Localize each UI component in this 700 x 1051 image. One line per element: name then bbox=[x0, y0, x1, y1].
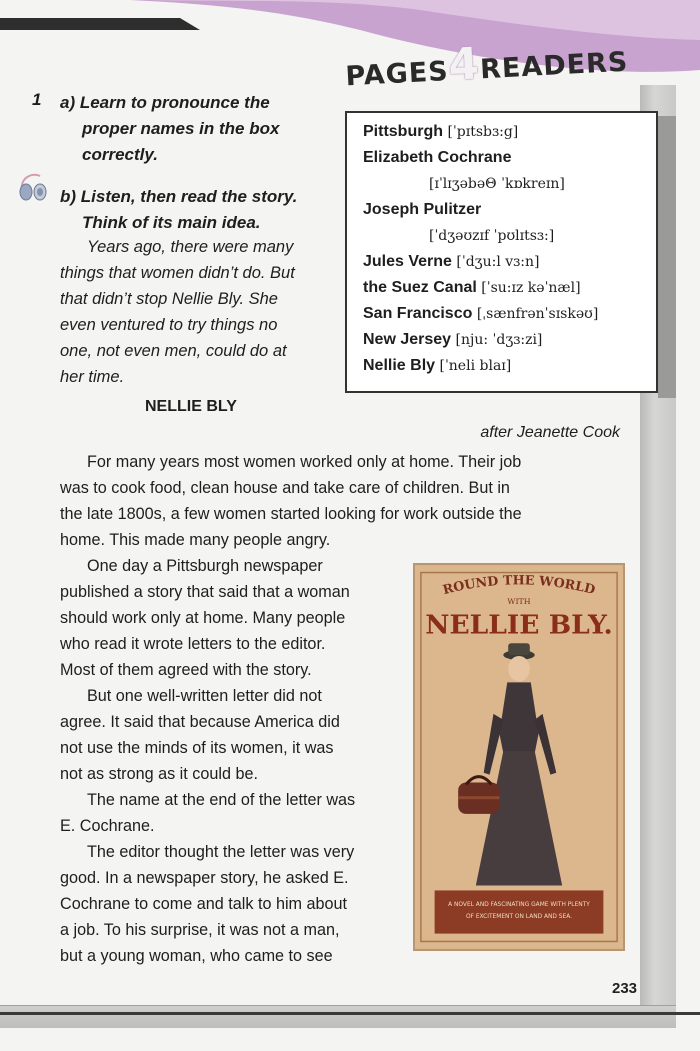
vocab-ipa: [nju: ˈdʒɜ:zi] bbox=[455, 332, 543, 348]
story-column bbox=[60, 553, 410, 969]
paragraph-1: For many years most women worked only at home. Their job was to cook food, clean house and take care of children. But in the late 1800s, a few women started looking for work outside the home. This made many people angry. bbox=[60, 453, 522, 549]
vocab-name: Pittsburgh bbox=[363, 123, 443, 140]
vocab-name: Joseph Pulitzer bbox=[363, 201, 482, 218]
poster-footer-2: OF EXCITEMENT ON LAND AND SEA. bbox=[465, 913, 573, 920]
page-number: 233 bbox=[612, 980, 638, 997]
story-title: NELLIE BLY bbox=[145, 398, 237, 415]
vocab-name: Jules Verne bbox=[363, 253, 452, 270]
vocab-name: New Jersey bbox=[363, 331, 452, 348]
poster-footer-1: A NOVEL AND FASCINATING GAME WITH PLENTY bbox=[448, 902, 590, 909]
paragraph-5: The editor thought the letter was very good. In a newspaper story, he asked E. Cochrane to come and talk to him about a job. To his surprise, it was not a man, but a young woman, who came to see bbox=[60, 843, 355, 965]
bottom-rule bbox=[0, 1012, 700, 1015]
poster-line-1: ROUND THE WORLD bbox=[441, 573, 597, 599]
vocab-ipa: [ˈsu:ɪz kəˈnæl] bbox=[481, 280, 581, 296]
vocab-ipa: [ˌsænfrənˈsɪskəʊ] bbox=[476, 306, 599, 322]
task-number: 1 bbox=[32, 90, 42, 109]
poster-title: NELLIE BLY. bbox=[425, 609, 613, 641]
vocab-ipa: [ɪˈlɪʒəbəΘ ˈkɒkreɪn] bbox=[429, 176, 565, 192]
paragraph-2: One day a Pittsburgh newspaper published a story that said that a woman should work only at home. Many people who read it wrote letters to the editor. Most of them agreed with the story. bbox=[60, 557, 350, 679]
task-b-instruction: b) Listen, then read the story. Think of its main idea. bbox=[60, 187, 298, 232]
headphones-icon bbox=[16, 170, 54, 202]
paragraph-3: But one well-written letter did not agree. It said that because America did not use the minds of its women, it was not as strong as it could be. bbox=[60, 687, 340, 783]
vocab-ipa: [ˈdʒəʊzɪf ˈpʊlɪtsɜ:] bbox=[429, 228, 555, 244]
box-shadow bbox=[658, 116, 676, 398]
poster-line-2: WITH bbox=[507, 596, 531, 606]
story-intro: Years ago, there were many things that women didn’t do. But that didn’t stop Nellie Bly. She even ventured to try things no one, not even men, could do at her time. bbox=[60, 238, 295, 386]
task-a-instruction: a) Learn to pronounce the proper names in the box correctly. bbox=[60, 93, 280, 164]
nellie-bly-poster-image bbox=[413, 563, 625, 951]
paragraph-4: The name at the end of the letter was E. Cochrane. bbox=[60, 791, 356, 835]
story-author: after Jeanette Cook bbox=[480, 424, 620, 441]
proper-names-box bbox=[345, 111, 658, 393]
vocab-name: Nellie Bly bbox=[363, 357, 436, 374]
vocab-name: San Francisco bbox=[363, 305, 473, 322]
pages-for-readers-logo: PAGES4READERS bbox=[344, 38, 629, 93]
vocab-ipa: [ˈpɪtsbɜ:g] bbox=[447, 124, 519, 140]
poster-illustration bbox=[415, 565, 623, 949]
vocab-ipa: [ˈneli blaɪ] bbox=[439, 358, 512, 374]
vocab-name: Elizabeth Cochrane bbox=[363, 149, 512, 166]
bottom-band bbox=[0, 1005, 676, 1028]
vocab-ipa: [ˈdʒu:l vɜ:n] bbox=[456, 254, 540, 270]
vocab-name: the Suez Canal bbox=[363, 279, 477, 296]
